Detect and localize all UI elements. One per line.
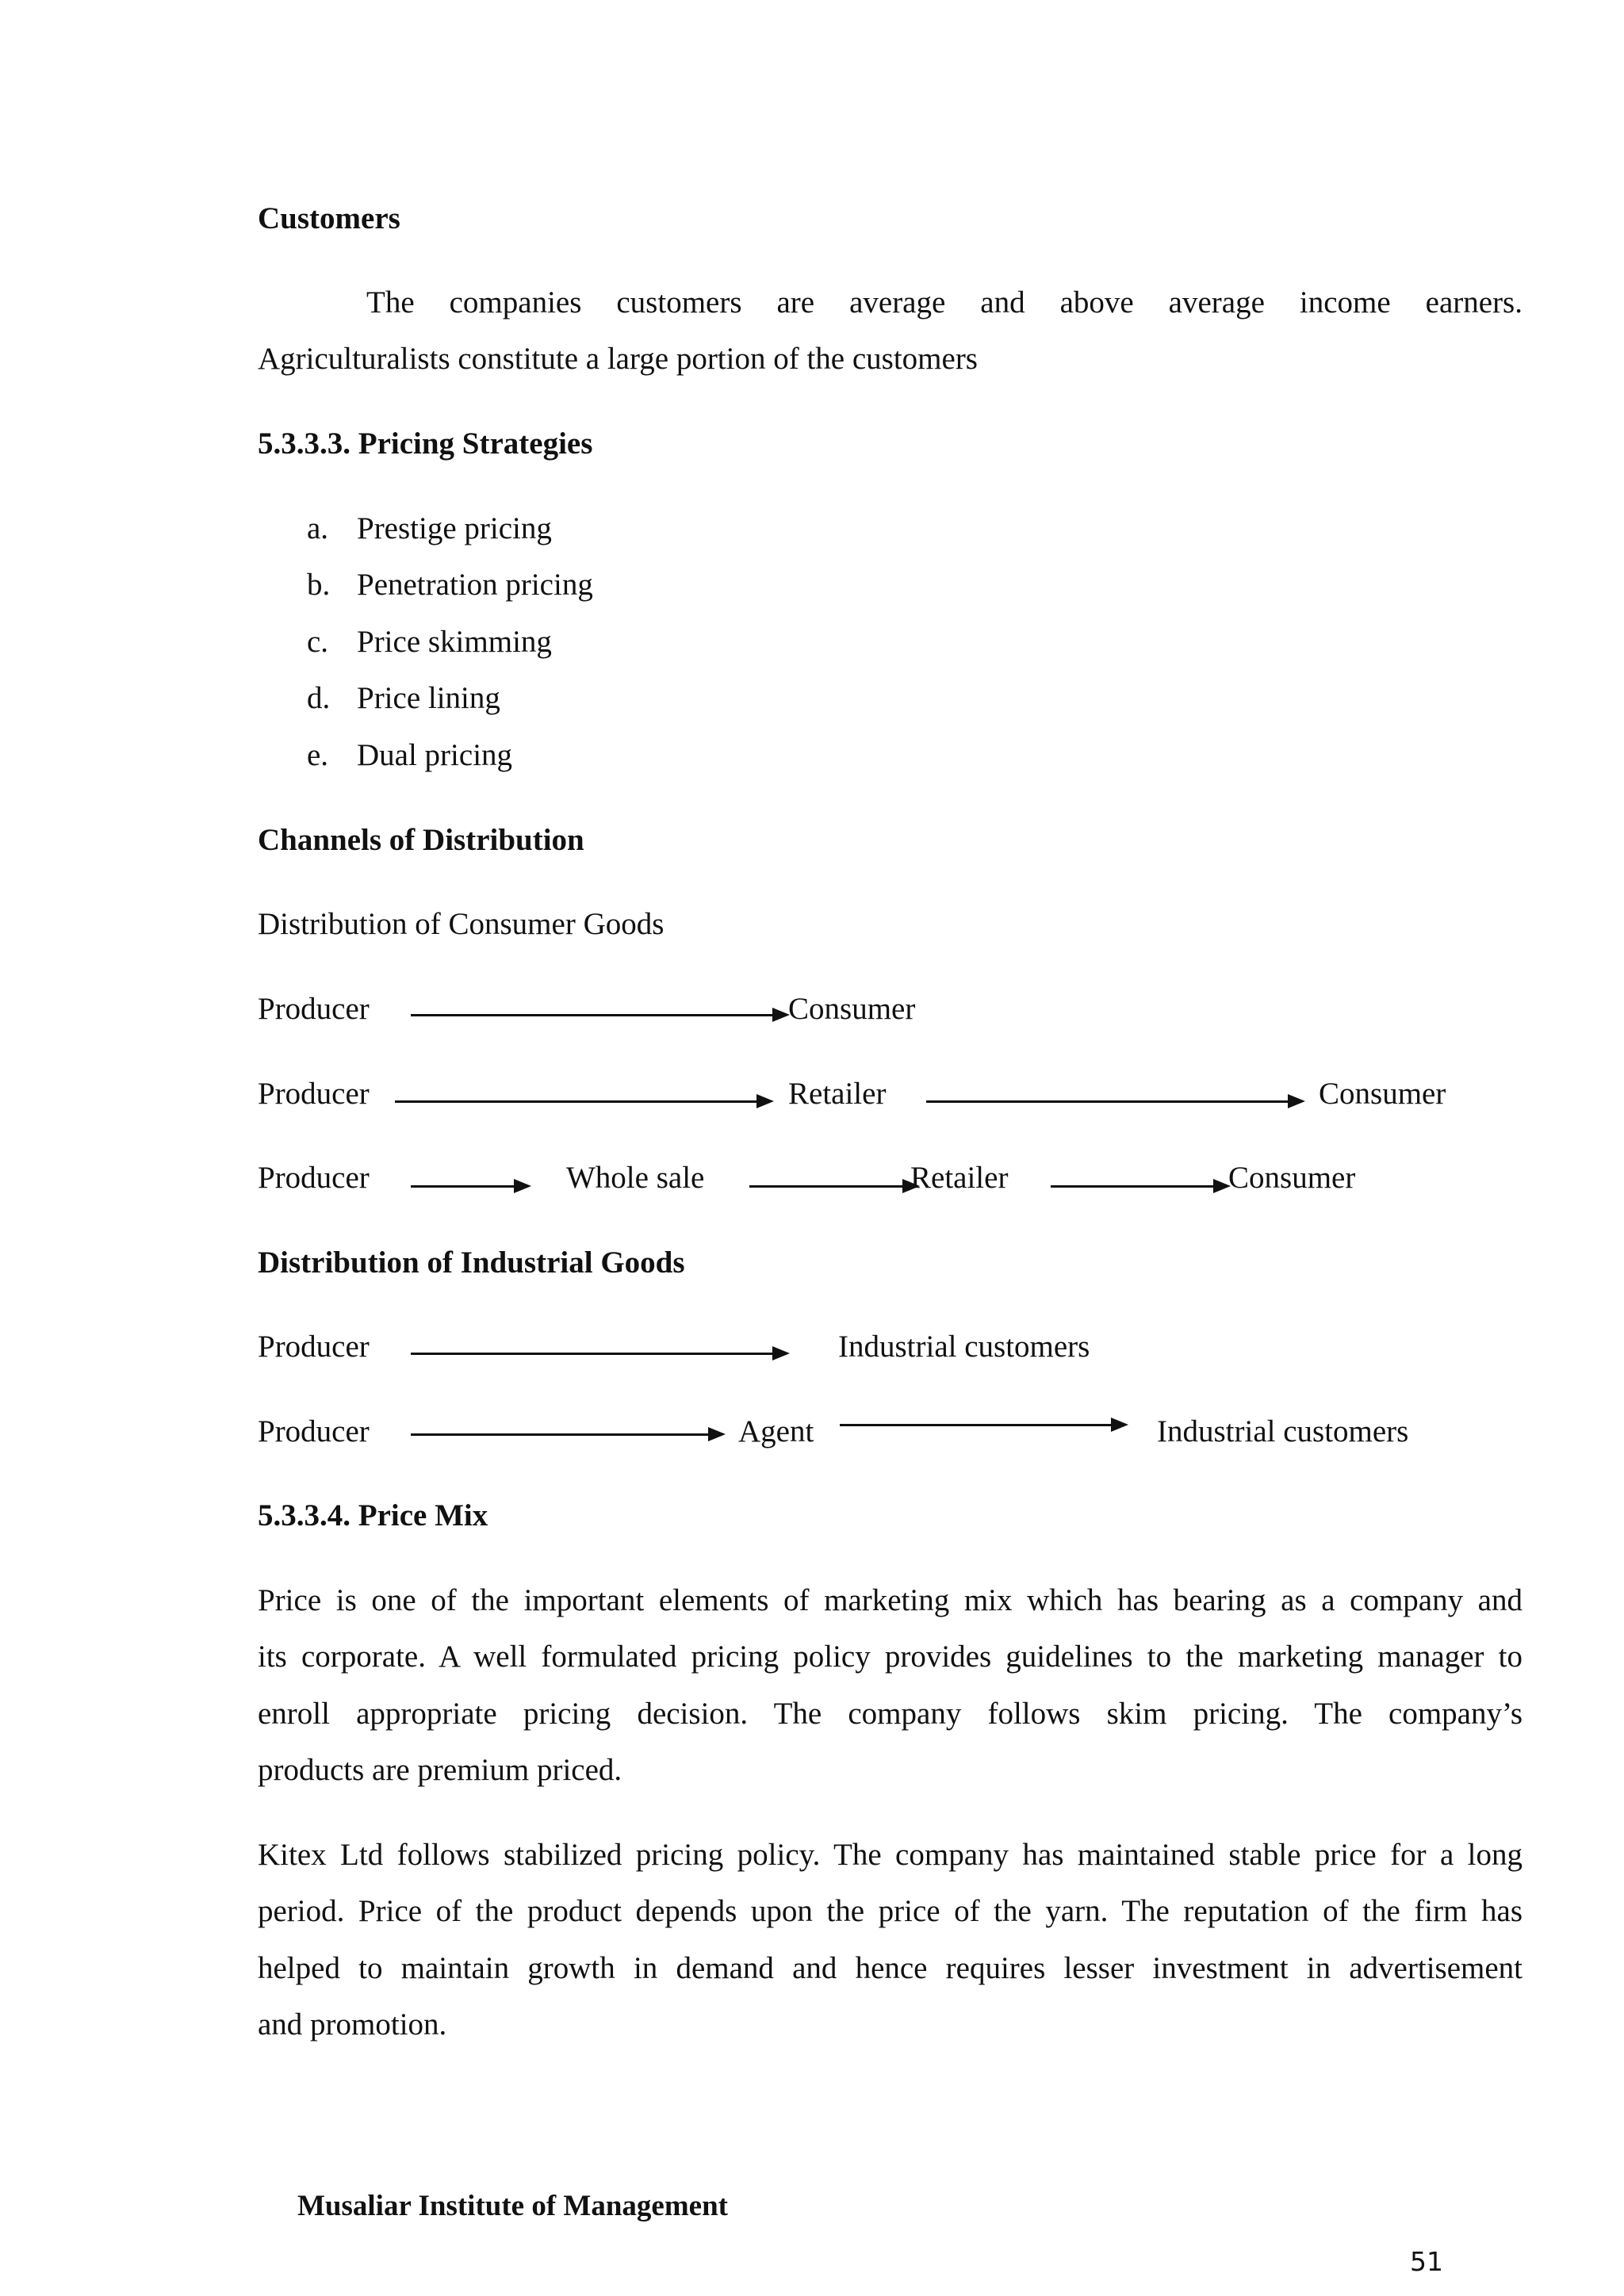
- flow-node-producer: Producer: [258, 1330, 370, 1364]
- paragraph-line: Kitex Ltd follows stabilized pricing policy. The company has maintained stable price for a long: [258, 1838, 1522, 1872]
- flow-node-industrial-customers: Industrial customers: [838, 1330, 1090, 1364]
- price-mix-heading: 5.3.3.4. Price Mix: [258, 1498, 488, 1533]
- customers-heading: Customers: [258, 201, 400, 235]
- list-item-marker: d.: [307, 681, 331, 715]
- consumer-goods-subheading: Distribution of Consumer Goods: [258, 907, 665, 941]
- flow-arrow: [749, 1185, 904, 1188]
- paragraph-line: Price is one of the important elements of marketing mix which has bearing as a company and: [258, 1583, 1522, 1617]
- flow-node-producer: Producer: [258, 992, 370, 1026]
- paragraph-line: period. Price of the product depends upon the price of the yarn. The reputation of the firm has: [258, 1894, 1522, 1928]
- list-item: Price skimming: [357, 625, 552, 659]
- flow-node-consumer: Consumer: [1319, 1077, 1446, 1111]
- flow-arrow: [1051, 1185, 1215, 1188]
- flow-node-retailer: Retailer: [788, 1077, 887, 1111]
- flow-node-agent: Agent: [738, 1414, 814, 1448]
- flow-node-consumer: Consumer: [788, 992, 916, 1026]
- list-item-marker: b.: [307, 568, 331, 602]
- flow-arrow: [411, 1185, 515, 1188]
- paragraph-line: helped to maintain growth in demand and hence requires lesser investment in advertisement: [258, 1951, 1522, 1985]
- flow-arrow: [926, 1100, 1289, 1103]
- flow-arrow: [411, 1433, 710, 1436]
- footer-institution: Musaliar Institute of Management: [297, 2190, 728, 2222]
- customers-paragraph-line2: Agriculturalists constitute a large portion of the customers: [258, 342, 978, 376]
- flow-node-consumer: Consumer: [1228, 1161, 1356, 1195]
- paragraph-line: its corporate. A well formulated pricing policy provides guidelines to the marketing manager to: [258, 1640, 1522, 1674]
- flow-arrow: [411, 1353, 774, 1355]
- flow-node-producer: Producer: [258, 1161, 370, 1195]
- flow-node-wholesale: Whole sale: [566, 1161, 705, 1195]
- flow-node-producer: Producer: [258, 1414, 370, 1448]
- list-item-marker: e.: [307, 738, 329, 772]
- page-number: 51: [1410, 2246, 1443, 2277]
- industrial-goods-heading: Distribution of Industrial Goods: [258, 1246, 685, 1280]
- list-item-marker: a.: [307, 511, 329, 545]
- list-item: Dual pricing: [357, 738, 513, 772]
- paragraph-line: and promotion.: [258, 2007, 447, 2042]
- customers-paragraph-line1: The companies customers are average and above average income earners.: [366, 285, 1522, 320]
- flow-arrow: [840, 1424, 1113, 1426]
- channels-heading: Channels of Distribution: [258, 823, 584, 857]
- flow-node-retailer: Retailer: [910, 1161, 1009, 1195]
- paragraph-line: enroll appropriate pricing decision. The company follows skim pricing. The company’s: [258, 1697, 1522, 1731]
- list-item: Penetration pricing: [357, 568, 593, 602]
- flow-node-industrial-customers: Industrial customers: [1157, 1414, 1409, 1448]
- flow-arrow: [395, 1100, 758, 1103]
- list-item: Prestige pricing: [357, 511, 552, 545]
- list-item: Price lining: [357, 681, 500, 715]
- flow-node-producer: Producer: [258, 1077, 370, 1111]
- list-item-marker: c.: [307, 625, 329, 659]
- pricing-strategies-heading: 5.3.3.3. Pricing Strategies: [258, 427, 593, 461]
- flow-arrow: [411, 1014, 774, 1016]
- paragraph-line: products are premium priced.: [258, 1753, 622, 1787]
